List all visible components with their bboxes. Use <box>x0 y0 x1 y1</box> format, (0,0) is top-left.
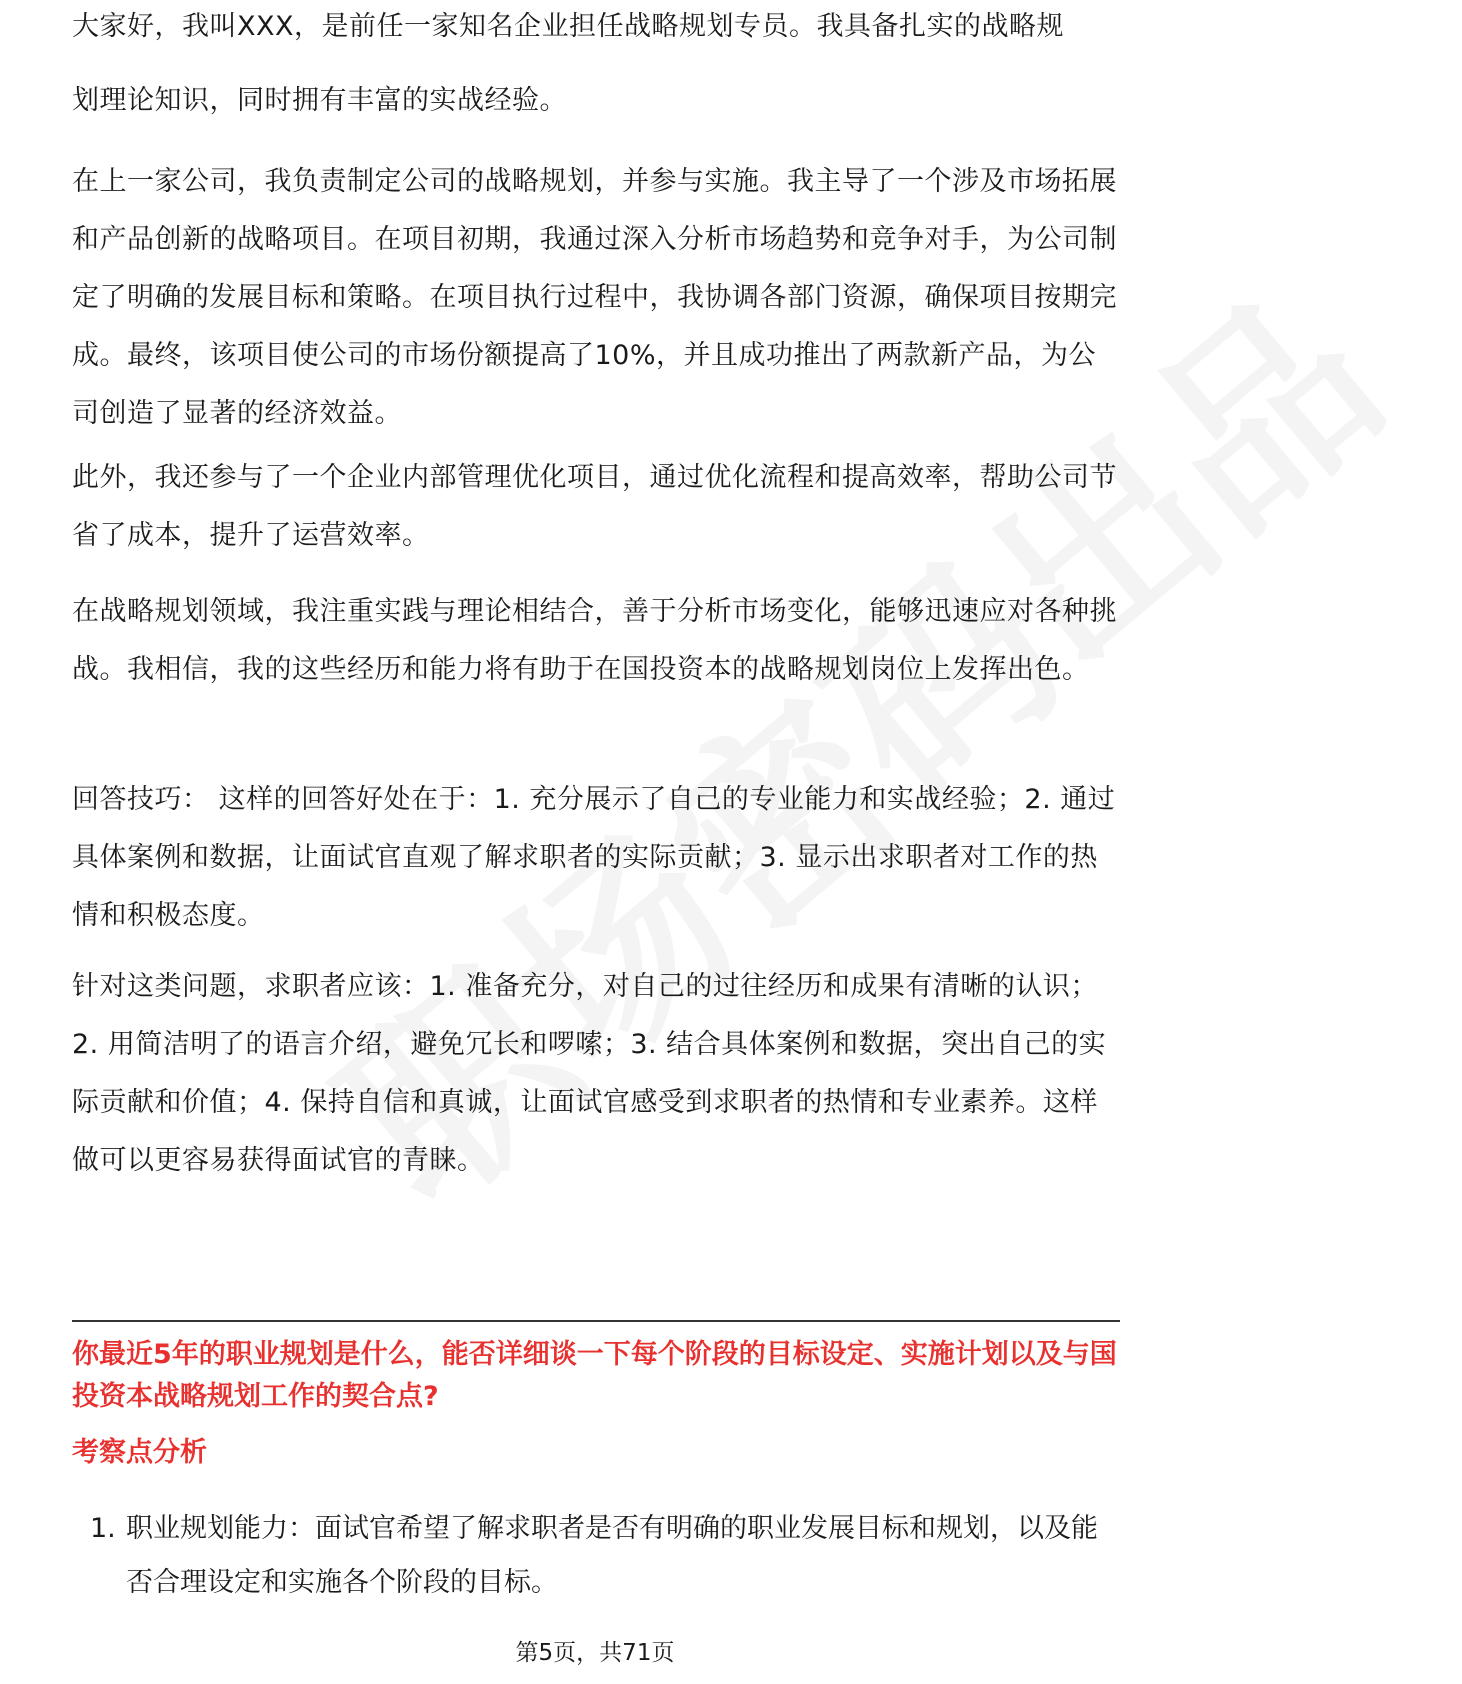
cut-off-text-line: 大家好，我叫XXX，是前任一家知名企业担任战略规划专员。我具备扎实的战略规 <box>72 11 1064 42</box>
paragraph-advice: 针对这类问题，求职者应该：1. 准备充分，对自己的过往经历和成果有清晰的认识；2. 用简洁明了的语言介绍，避免冗长和啰嗦；3. 结合具体案例和数据，突出自己的实际贡献和价值；4. 保持自信和真诚，让面试官感受到求职者的热情和专业素养。这样做可以更容易获得面试官的青睐。 <box>72 971 1107 1176</box>
list-item <box>90 1502 1120 1610</box>
page-footer: 第5页，共71页 <box>515 1640 675 1666</box>
paragraph-answer-tips: 回答技巧： 这样的回答好处在于：1. 充分展示了自己的专业能力和实战经验；2. 通过具体案例和数据，让面试官直观了解求职者的实际贡献；3. 显示出求职者对工作的热情和积极态度。 <box>72 784 1116 931</box>
interview-question: 你最近5年的职业规划是什么，能否详细谈一下每个阶段的目标设定、实施计划以及与国投资本战略规划工作的契合点? <box>72 1339 1117 1412</box>
paragraph-management-optimization: 此外，我还参与了一个企业内部管理优化项目，通过优化流程和提高效率，帮助公司节省了成本，提升了运营效率。 <box>72 462 1117 551</box>
list-item-text: 职业规划能力：面试官希望了解求职者是否有明确的职业发展目标和规划，以及能否合理设定和实施各个阶段的目标。 <box>126 1513 1098 1598</box>
document-page <box>72 0 1120 1684</box>
paragraph-intro-end: 划理论知识，同时拥有丰富的实战经验。 <box>72 85 567 116</box>
paragraph-project-experience: 在上一家公司，我负责制定公司的战略规划，并参与实施。我主导了一个涉及市场拓展和产品创新的战略项目。在项目初期，我通过深入分析市场趋势和竞争对手，为公司制定了明确的发展目标和策略。在项目执行过程中，我协调各部门资源，确保项目按期完成。最终，该项目使公司的市场份额提高了10%，并且成功推出了两款新产品，为公司创造了显著的经济效益。 <box>72 166 1117 429</box>
paragraph-strategy-summary: 在战略规划领域，我注重实践与理论相结合，善于分析市场变化，能够迅速应对各种挑战。我相信，我的这些经历和能力将有助于在国投资本的战略规划岗位上发挥出色。 <box>72 596 1117 685</box>
section-divider <box>72 1320 1120 1322</box>
analysis-heading: 考察点分析 <box>72 1437 207 1468</box>
list-item-number: 1. <box>90 1513 116 1544</box>
